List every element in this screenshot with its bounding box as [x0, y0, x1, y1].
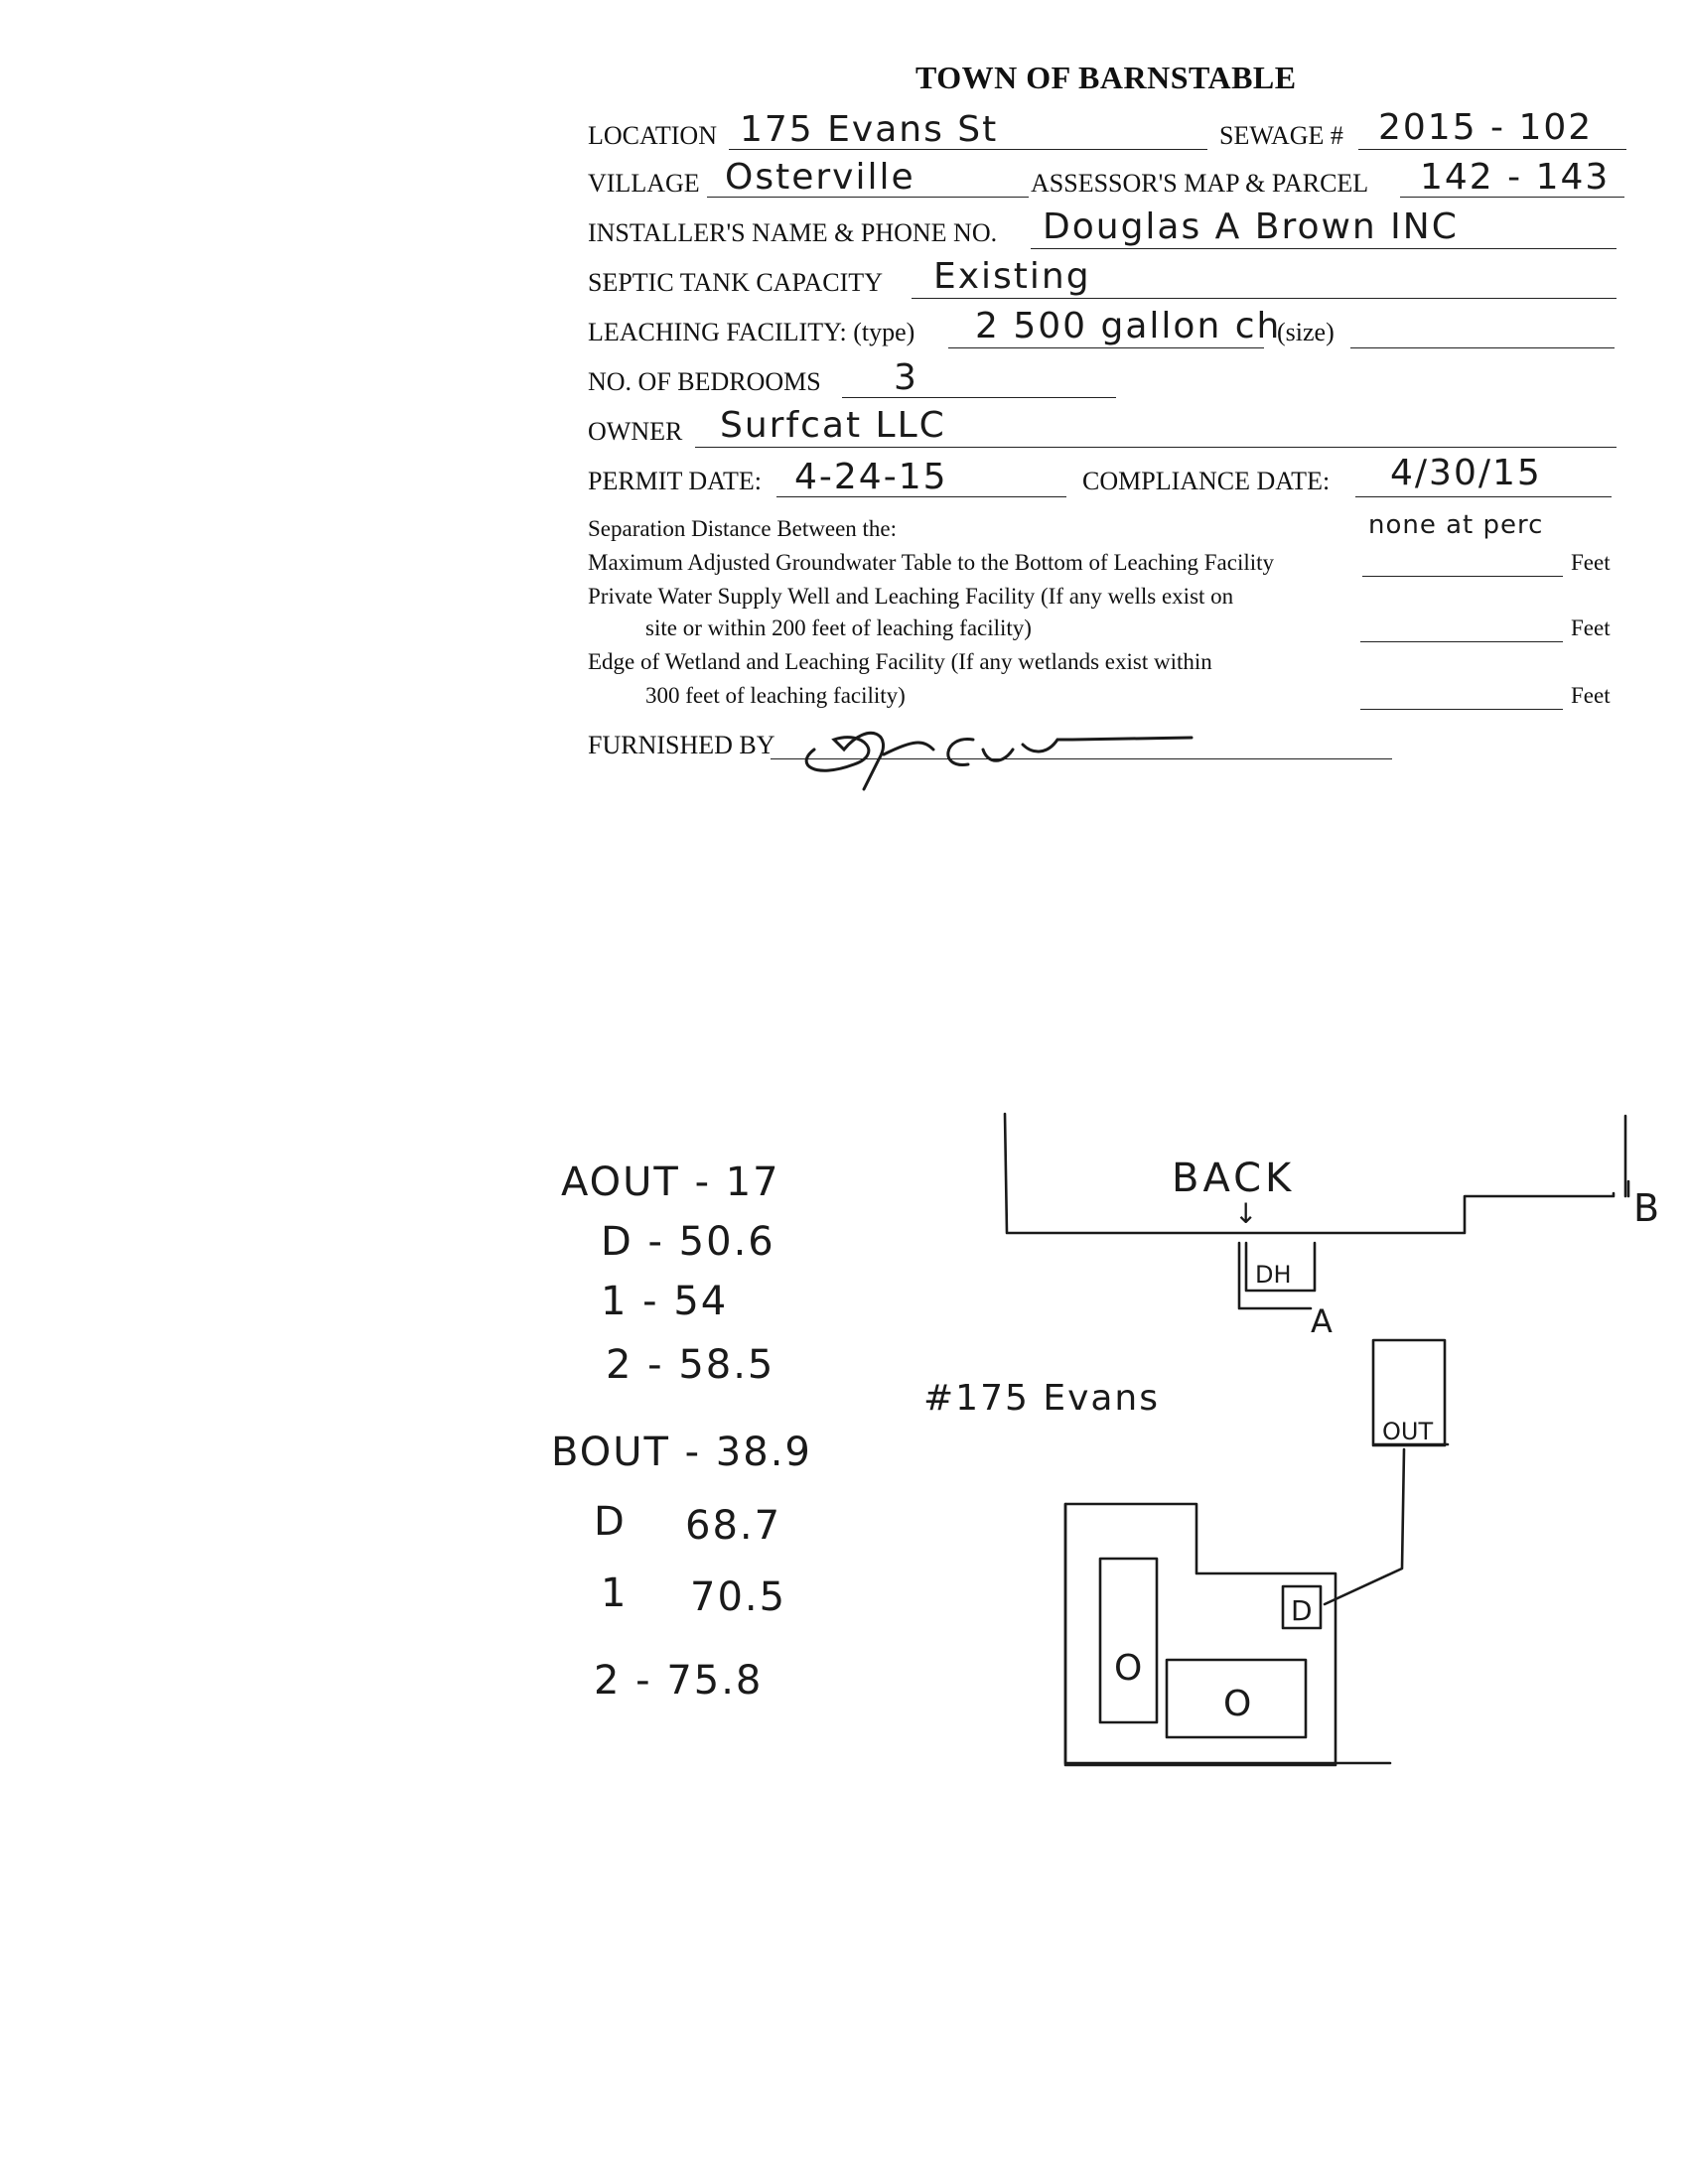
- wetland-feet: Feet: [1571, 683, 1611, 708]
- compliance-value: 4/30/15: [1390, 453, 1542, 493]
- well-feet: Feet: [1571, 615, 1611, 640]
- installer-value: Douglas A Brown INC: [1043, 206, 1459, 247]
- note-b-2: 2 - 75.8: [594, 1658, 764, 1704]
- permit-value: 4-24-15: [794, 457, 948, 497]
- leaching-outline-inner: [1065, 1504, 1336, 1765]
- assessor-label: ASSESSOR'S MAP & PARCEL: [1031, 169, 1369, 198]
- dh-label: DH: [1255, 1261, 1292, 1289]
- note-b-out: BOUT - 38.9: [551, 1430, 812, 1475]
- owner-label: OWNER: [588, 417, 683, 446]
- note-b-d-value: 68.7: [685, 1503, 782, 1549]
- note-b-1-value: 70.5: [690, 1574, 787, 1620]
- tank-value: Existing: [933, 256, 1091, 297]
- separation-note: none at perc: [1368, 510, 1544, 540]
- installer-label: INSTALLER'S NAME & PHONE NO.: [588, 218, 998, 247]
- owner-value: Surfcat LLC: [720, 405, 946, 446]
- address-label: #175 Evans: [923, 1378, 1161, 1419]
- assessor-value: 142 - 143: [1420, 157, 1611, 198]
- groundwater-row-label: Maximum Adjusted Groundwater Table to the Bottom of Leaching Facility: [588, 550, 1275, 575]
- bedrooms-label: NO. OF BEDROOMS: [588, 367, 821, 396]
- village-value: Osterville: [725, 157, 915, 198]
- permit-label: PERMIT DATE:: [588, 467, 763, 495]
- leaching-value: 2 500 gallon ch: [975, 306, 1282, 346]
- note-a-out: AOUT - 17: [561, 1160, 780, 1205]
- d-label: D: [1291, 1594, 1313, 1627]
- well-row-label-cont: site or within 200 feet of leaching facility): [645, 615, 1032, 640]
- wetland-row-label: Edge of Wetland and Leaching Facility (If any wetlands exist within: [588, 649, 1212, 674]
- sewage-value: 2015 - 102: [1378, 107, 1594, 148]
- chamber-left: [1100, 1559, 1157, 1722]
- well-row-label: Private Water Supply Well and Leaching Facility (If any wells exist on: [588, 584, 1234, 609]
- chamber-left-label: O: [1114, 1648, 1143, 1689]
- b-label: B: [1633, 1186, 1660, 1230]
- note-a-2: 2 - 58.5: [606, 1342, 775, 1388]
- tank-label: SEPTIC TANK CAPACITY: [588, 268, 883, 297]
- back-arrow: ↓: [1234, 1197, 1258, 1230]
- bedrooms-value: 3: [894, 357, 918, 398]
- house-outline: [1005, 1114, 1625, 1233]
- wetland-row-label-cont: 300 feet of leaching facility): [645, 683, 906, 708]
- back-label: BACK: [1172, 1156, 1296, 1201]
- sewage-label: SEWAGE #: [1219, 121, 1343, 150]
- village-label: VILLAGE: [588, 169, 700, 198]
- a-label: A: [1311, 1302, 1333, 1340]
- note-a-d: D - 50.6: [601, 1219, 775, 1265]
- groundwater-feet: Feet: [1571, 550, 1611, 575]
- note-b-1-label: 1: [601, 1570, 629, 1616]
- note-a-1: 1 - 54: [601, 1279, 729, 1324]
- separation-label: Separation Distance Between the:: [588, 516, 898, 541]
- location-value: 175 Evans St: [740, 109, 999, 150]
- compliance-label: COMPLIANCE DATE:: [1082, 467, 1331, 495]
- note-b-d-label: D: [594, 1499, 627, 1545]
- furnished-label: FURNISHED BY: [588, 731, 775, 759]
- chamber-right-label: O: [1223, 1684, 1252, 1724]
- leaching-label: LEACHING FACILITY: (type): [588, 318, 915, 346]
- out-label: OUT: [1382, 1418, 1434, 1445]
- page-title: TOWN OF BARNSTABLE: [915, 60, 1297, 95]
- location-label: LOCATION: [588, 121, 717, 150]
- size-label: (size): [1277, 318, 1335, 346]
